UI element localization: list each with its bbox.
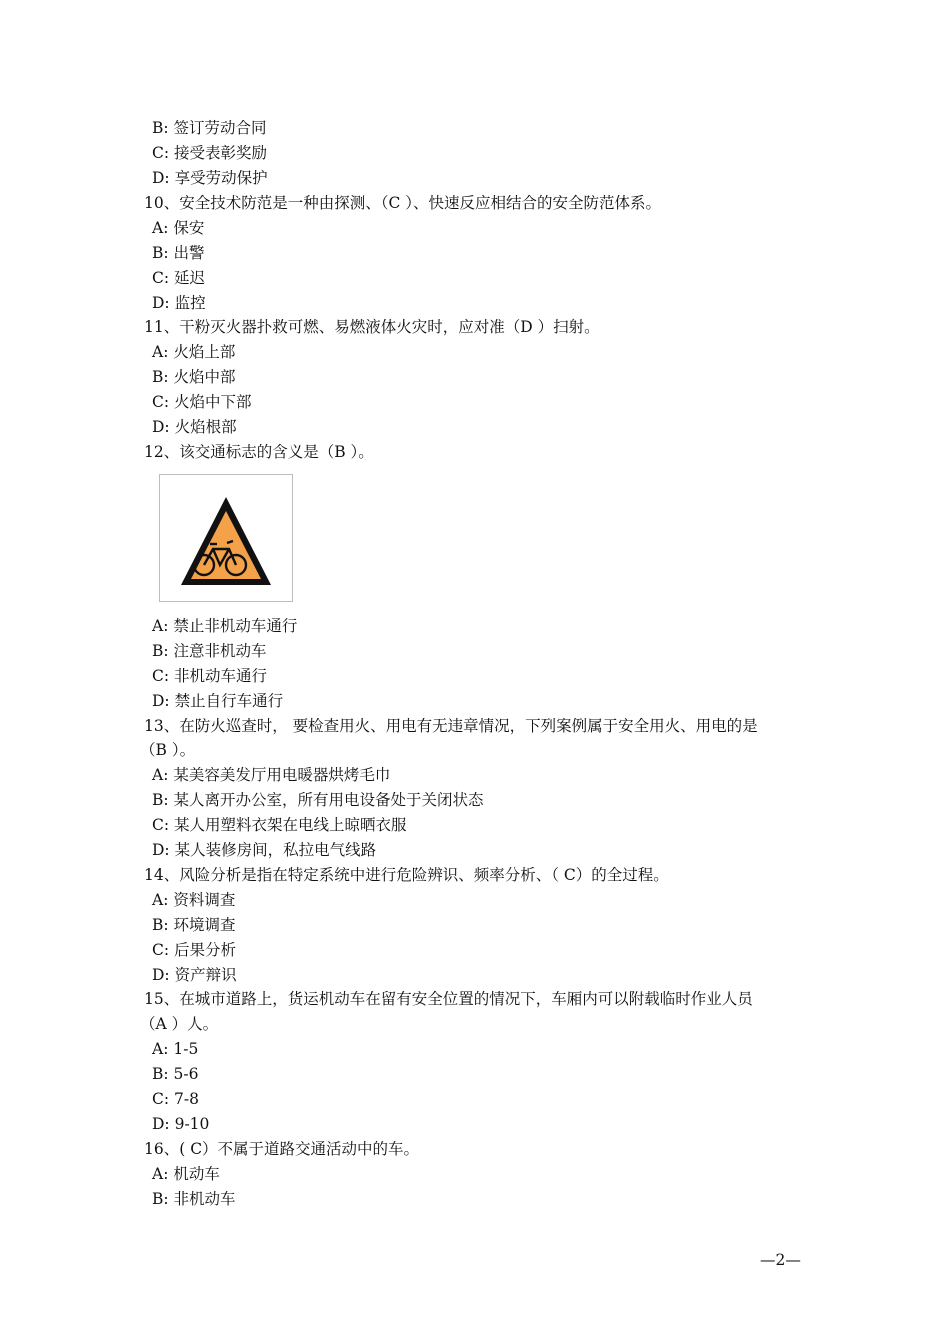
q16-option-b: B: 非机动车 [152,1190,236,1208]
q15-option-b: B: 5-6 [152,1065,199,1083]
q14-option-d: D: 资产辩识 [152,966,237,984]
q9-option-d: D: 享受劳动保护 [152,169,268,187]
q11-option-c: C: 火焰中下部 [152,393,252,411]
q9-option-c: C: 接受表彰奖励 [152,144,268,162]
q14-stem: 14、风险分析是指在特定系统中进行危险辨识、频率分析、（ C）的全过程。 [144,866,669,884]
q14-option-b: B: 环境调查 [152,916,236,934]
q10-option-c: C: 延迟 [152,269,206,287]
q15-stem-line2: （A ）人。 [140,1015,219,1033]
q13-option-d: D: 某人装修房间，私拉电气线路 [152,841,377,859]
q12-option-a: A: 禁止非机动车通行 [152,617,298,635]
q9-option-b: B: 签订劳动合同 [152,119,267,137]
q13-option-c: C: 某人用塑料衣架在电线上晾晒衣服 [152,816,407,834]
bicycle-warning-sign-icon [159,474,293,602]
q15-option-d: D: 9-10 [152,1115,210,1133]
q15-stem-line1: 15、在城市道路上，货运机动车在留有安全位置的情况下，车厢内可以附载临时作业人员 [144,990,753,1008]
q13-stem-line2: （B ）。 [140,741,196,759]
q12-stem: 12、该交通标志的含义是（B ）。 [144,443,374,461]
q10-stem: 10、安全技术防范是一种由探测、（C ）、快速反应相结合的安全防范体系。 [144,194,662,212]
q14-option-c: C: 后果分析 [152,941,237,959]
q13-option-b: B: 某人离开办公室，所有用电设备处于关闭状态 [152,791,484,809]
q13-option-a: A: 某美容美发厅用电暖器烘烤毛巾 [152,766,391,784]
q10-option-b: B: 出警 [152,244,205,262]
q12-option-d: D: 禁止自行车通行 [152,692,284,710]
q12-option-c: C: 非机动车通行 [152,667,268,685]
q15-option-a: A: 1-5 [152,1040,199,1058]
page-number: —2— [760,1251,801,1269]
q10-option-a: A: 保安 [152,219,205,237]
q12-option-b: B: 注意非机动车 [152,642,267,660]
q14-option-a: A: 资料调查 [152,891,236,909]
q11-stem: 11、干粉灭火器扑救可燃、易燃液体火灾时，应对准（D ）扫射。 [144,318,600,336]
q15-option-c: C: 7-8 [152,1090,199,1108]
q11-option-b: B: 火焰中部 [152,368,236,386]
q16-option-a: A: 机动车 [152,1165,220,1183]
q11-option-a: A: 火焰上部 [152,343,236,361]
q10-option-d: D: 监控 [152,294,206,312]
q16-stem: 16、( C）不属于道路交通活动中的车。 [144,1140,420,1158]
q13-stem-line1: 13、在防火巡查时， 要检查用火、用电有无违章情况，下列案例属于安全用火、用电的是 [144,717,758,735]
q11-option-d: D: 火焰根部 [152,418,237,436]
